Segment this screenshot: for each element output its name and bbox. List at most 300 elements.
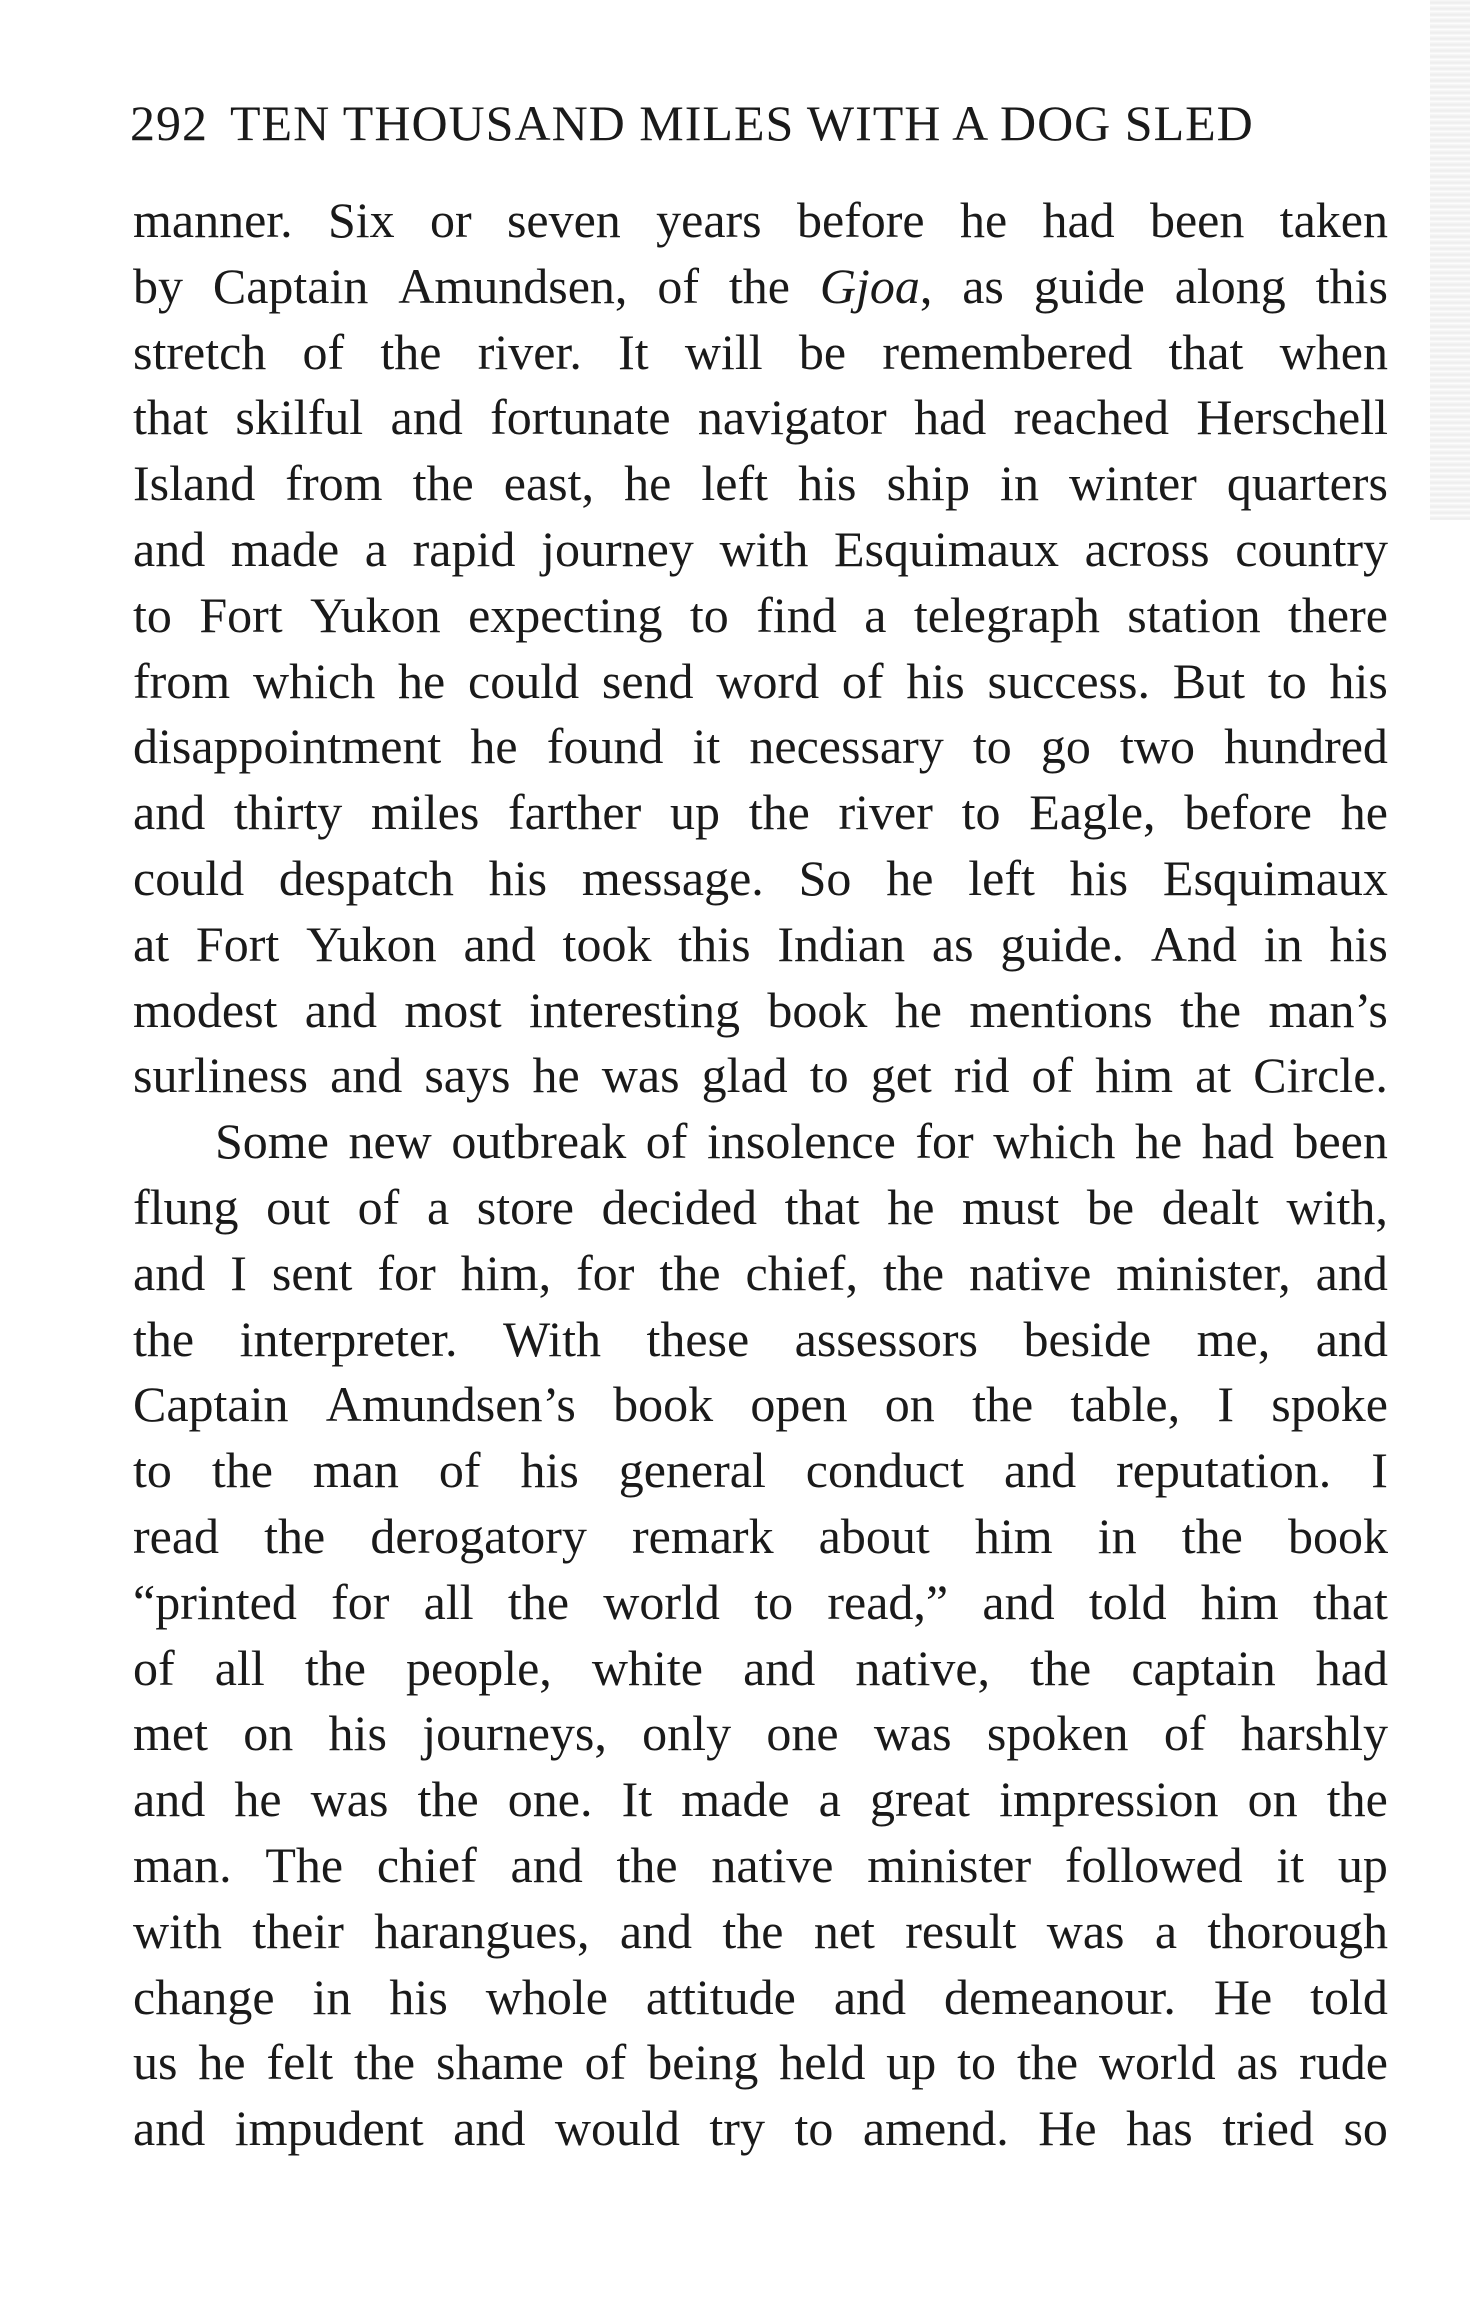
- text-line: [133, 780, 1388, 846]
- word: dealt: [1161, 1178, 1259, 1235]
- word: with: [133, 1902, 222, 1959]
- text-line: [133, 517, 1388, 583]
- word: taken: [1279, 192, 1388, 248]
- word: world: [603, 1573, 720, 1630]
- word: country: [1235, 520, 1388, 577]
- word: Some: [215, 1113, 329, 1170]
- word: river.: [477, 323, 582, 380]
- word: change: [133, 1968, 275, 2025]
- word: made: [681, 1771, 790, 1828]
- word: of: [1031, 1047, 1074, 1104]
- word: his: [1329, 652, 1388, 709]
- word: at: [1195, 1047, 1232, 1104]
- word: the: [354, 2034, 416, 2091]
- word: of: [357, 1178, 400, 1235]
- word: two: [1119, 718, 1195, 775]
- word: the: [380, 323, 442, 380]
- word: to: [689, 586, 729, 643]
- word: felt: [266, 2034, 334, 2091]
- word: minister,: [1116, 1244, 1291, 1301]
- word: of: [657, 257, 699, 314]
- word: journey: [541, 520, 694, 577]
- word: one.: [507, 1771, 593, 1828]
- text-line: [133, 1570, 1388, 1636]
- word: the: [972, 1376, 1034, 1433]
- word: remembered: [882, 323, 1133, 380]
- word: Island: [133, 455, 256, 512]
- word: must: [962, 1178, 1060, 1235]
- word: in: [1097, 1507, 1137, 1564]
- word: was: [1046, 1902, 1125, 1959]
- word: Eagle,: [1029, 784, 1156, 841]
- word: Yukon: [306, 915, 437, 972]
- word: the: [417, 1771, 479, 1828]
- word: necessary: [749, 718, 944, 775]
- word: So: [798, 849, 852, 906]
- word: up: [1337, 1836, 1388, 1893]
- word: that: [1168, 323, 1244, 380]
- word: the: [616, 1836, 678, 1893]
- word: Herschell: [1196, 389, 1388, 446]
- word: river: [838, 784, 933, 841]
- word: followed: [1064, 1836, 1243, 1893]
- word: his: [488, 849, 548, 906]
- word: has: [1126, 2100, 1193, 2157]
- word: most: [404, 981, 502, 1038]
- word: and: [833, 1968, 907, 2025]
- word: me,: [1196, 1310, 1271, 1367]
- text-line: [133, 1965, 1388, 2031]
- word: took: [562, 915, 652, 972]
- word: Captain: [133, 1376, 289, 1433]
- page-number: 292: [130, 95, 208, 151]
- word: his: [1329, 915, 1388, 972]
- word: whole: [485, 1968, 608, 2025]
- word: Circle.: [1253, 1047, 1388, 1104]
- word: success.: [987, 652, 1150, 709]
- text-line: [133, 2030, 1388, 2096]
- word: assessors: [794, 1310, 978, 1367]
- word: from: [133, 652, 231, 709]
- word: told: [1088, 1573, 1167, 1630]
- word: could: [468, 652, 580, 709]
- word: station: [1127, 586, 1261, 643]
- word: word: [716, 652, 820, 709]
- word: chief,: [745, 1244, 858, 1301]
- word: of: [841, 652, 884, 709]
- word: fortunate: [490, 389, 671, 446]
- word: Esquimaux: [1162, 849, 1388, 906]
- word: his: [1069, 849, 1129, 906]
- word: there: [1288, 586, 1388, 643]
- word: to: [1267, 652, 1307, 709]
- word: remark: [632, 1507, 774, 1564]
- word: navigator: [697, 389, 887, 446]
- word: to: [133, 586, 172, 643]
- word: he: [234, 1771, 282, 1828]
- word: for: [915, 1113, 974, 1170]
- word: native,: [855, 1639, 991, 1696]
- word: native: [969, 1244, 1092, 1301]
- word: him,: [460, 1244, 552, 1301]
- word: made: [230, 520, 340, 577]
- word: met: [133, 1705, 208, 1762]
- word: the: [1180, 981, 1242, 1038]
- word: mentions: [969, 981, 1153, 1038]
- word: had: [1315, 1639, 1388, 1696]
- word: thorough: [1207, 1902, 1388, 1959]
- word: general: [618, 1442, 766, 1499]
- word: had: [1042, 192, 1115, 248]
- word: disappointment: [133, 718, 442, 775]
- word: it: [692, 718, 721, 775]
- word: decided: [601, 1178, 758, 1235]
- word: man’s: [1268, 981, 1388, 1038]
- word: of: [584, 2034, 627, 2091]
- word: that: [784, 1178, 860, 1235]
- word: with,: [1286, 1178, 1388, 1235]
- word: of: [645, 1113, 688, 1170]
- word: left: [701, 455, 769, 512]
- word: this: [1315, 257, 1388, 314]
- word: all: [423, 1573, 474, 1630]
- word: he: [470, 718, 518, 775]
- word: these: [646, 1310, 750, 1367]
- word: man.: [133, 1836, 232, 1893]
- text-line: [133, 188, 1388, 254]
- word: with: [719, 520, 809, 577]
- word: he: [398, 652, 446, 709]
- word: years: [656, 192, 762, 248]
- word: to: [754, 1573, 794, 1630]
- word: the: [659, 1244, 721, 1301]
- word: east,: [503, 455, 595, 512]
- word: a: [864, 586, 887, 643]
- word: the: [264, 1507, 326, 1564]
- word: telegraph: [913, 586, 1100, 643]
- word: and: [510, 1836, 583, 1893]
- word: held: [779, 2034, 866, 2091]
- scan-edge-shadow: [1430, 0, 1470, 520]
- running-head: [130, 88, 1380, 158]
- word: I: [230, 1244, 247, 1301]
- word: all: [214, 1639, 265, 1696]
- word: demeanour.: [944, 1968, 1176, 2025]
- word: chief: [376, 1836, 477, 1893]
- word: the: [412, 455, 474, 512]
- word: be: [1086, 1178, 1135, 1235]
- word: guide: [1033, 257, 1145, 314]
- word: people,: [406, 1639, 552, 1696]
- word: guide.: [1000, 915, 1124, 972]
- word: attitude: [645, 1968, 796, 2025]
- word: despatch: [278, 849, 454, 906]
- word: the: [1181, 1507, 1243, 1564]
- word: to: [809, 1047, 849, 1104]
- word: he: [959, 192, 1008, 248]
- word: been: [1293, 1113, 1388, 1170]
- word: on: [884, 1376, 935, 1433]
- word: expecting: [468, 586, 663, 643]
- word: The: [265, 1836, 344, 1893]
- word: in: [312, 1968, 352, 2025]
- word: I: [1371, 1442, 1388, 1499]
- word: the: [211, 1442, 273, 1499]
- word: been: [1149, 192, 1245, 248]
- word: And: [1150, 915, 1237, 972]
- word: insolence: [707, 1113, 896, 1170]
- word: find: [756, 586, 837, 643]
- word: being: [647, 2034, 759, 2091]
- word: so: [1343, 2100, 1388, 2157]
- word: Amundsen,: [398, 257, 628, 314]
- word: native: [711, 1836, 834, 1893]
- word: of: [438, 1442, 481, 1499]
- word: a: [364, 520, 387, 577]
- text-line: [133, 1241, 1388, 1307]
- word: before: [796, 192, 925, 248]
- word: and: [1315, 1310, 1388, 1367]
- word: before: [1184, 784, 1312, 841]
- word: about: [818, 1507, 930, 1564]
- text-line: [133, 583, 1388, 649]
- word: across: [1084, 520, 1210, 577]
- word: the: [728, 257, 790, 314]
- word: told: [1310, 1968, 1388, 2025]
- word: and: [743, 1639, 816, 1696]
- word: and: [453, 2100, 526, 2157]
- word: and: [304, 981, 377, 1038]
- word: his: [906, 652, 965, 709]
- word: derogatory: [370, 1507, 587, 1564]
- word: out: [266, 1178, 331, 1235]
- word: store: [476, 1178, 574, 1235]
- word: he: [1340, 784, 1388, 841]
- word: and: [133, 520, 206, 577]
- word: by: [133, 257, 183, 314]
- word: as: [931, 915, 974, 972]
- word: read,”: [827, 1573, 949, 1630]
- word: as: [962, 257, 1004, 314]
- word: tried: [1222, 2100, 1314, 2157]
- word: book: [767, 981, 868, 1038]
- word: the: [1030, 1639, 1092, 1696]
- word: and: [463, 915, 536, 972]
- word: from: [285, 455, 383, 512]
- word: along: [1174, 257, 1286, 314]
- word: new: [348, 1113, 432, 1170]
- word: to: [961, 784, 1001, 841]
- word: to: [972, 718, 1012, 775]
- text-line: [133, 2096, 1388, 2162]
- word: But: [1172, 652, 1246, 709]
- word: Fort: [195, 915, 280, 972]
- word: his: [389, 1968, 448, 2025]
- word: interpreter.: [239, 1310, 458, 1367]
- running-title: TEN THOUSAND MILES WITH A DOG SLED: [230, 95, 1254, 151]
- word: it: [1276, 1836, 1305, 1893]
- word: he: [198, 2034, 246, 2091]
- word: the: [507, 1573, 570, 1630]
- word: go: [1040, 718, 1091, 775]
- word: and: [133, 2100, 206, 2157]
- body-text: [133, 188, 1388, 2162]
- word: will: [684, 323, 763, 380]
- word: us: [133, 2034, 178, 2091]
- word: Amundsen’s: [325, 1376, 576, 1433]
- word: modest: [133, 981, 278, 1038]
- word: book: [1287, 1507, 1388, 1564]
- word: this: [678, 915, 751, 972]
- word: be: [798, 323, 847, 380]
- word: on: [1247, 1771, 1298, 1828]
- word: he: [624, 455, 672, 512]
- word: he: [532, 1047, 580, 1104]
- word: send: [601, 652, 694, 709]
- word: him: [1095, 1047, 1173, 1104]
- word: flung: [133, 1178, 239, 1235]
- word: beside: [1023, 1310, 1152, 1367]
- word: that: [133, 389, 208, 446]
- word: was: [310, 1771, 389, 1828]
- word: book: [613, 1376, 714, 1433]
- word: the: [133, 1310, 195, 1367]
- word: Captain: [212, 257, 369, 314]
- word: the: [1326, 1771, 1388, 1828]
- word: captain: [1131, 1639, 1276, 1696]
- word: skilful: [235, 389, 364, 446]
- word: which: [253, 652, 376, 709]
- word: was: [601, 1047, 680, 1104]
- word: try: [709, 2100, 765, 2157]
- word: which: [993, 1113, 1116, 1170]
- word: the: [304, 1639, 366, 1696]
- word: and: [1315, 1244, 1388, 1301]
- word: message.: [581, 849, 764, 906]
- text-line: [133, 451, 1388, 517]
- word: their: [252, 1902, 344, 1959]
- word: impudent: [234, 2100, 424, 2157]
- word: as: [1236, 2034, 1279, 2091]
- word: impression: [999, 1771, 1219, 1828]
- word: and: [390, 389, 463, 446]
- word: seven: [506, 192, 621, 248]
- text-line: [133, 254, 1388, 320]
- text-line: [133, 912, 1388, 978]
- word: of: [133, 1639, 175, 1696]
- word: great: [870, 1771, 970, 1828]
- text-line: [133, 1438, 1388, 1504]
- word: the: [722, 1902, 784, 1959]
- word: interesting: [528, 981, 741, 1038]
- word: left: [968, 849, 1035, 906]
- word: amend.: [862, 2100, 1009, 2157]
- word: for: [331, 1573, 390, 1630]
- word: for: [377, 1244, 436, 1301]
- word: to: [133, 1442, 172, 1499]
- word: had: [914, 389, 987, 446]
- word: and: [133, 1771, 206, 1828]
- word: reached: [1013, 389, 1170, 446]
- word: stretch: [133, 323, 267, 380]
- word: Gjoa,: [819, 257, 933, 314]
- word: he: [894, 981, 942, 1038]
- word: sent: [271, 1244, 353, 1301]
- word: and: [330, 1047, 403, 1104]
- word: harangues,: [374, 1902, 590, 1959]
- word: had: [1201, 1113, 1274, 1170]
- word: says: [424, 1047, 511, 1104]
- word: and: [133, 1244, 206, 1301]
- word: or: [430, 192, 472, 248]
- text-line: [133, 714, 1388, 780]
- word: Fort: [199, 586, 283, 643]
- word: when: [1279, 323, 1388, 380]
- word: could: [133, 849, 245, 906]
- word: table,: [1070, 1376, 1181, 1433]
- word: rapid: [412, 520, 516, 577]
- word: With: [502, 1310, 601, 1367]
- text-line: [133, 1043, 1388, 1109]
- text-line: [133, 1175, 1388, 1241]
- word: him: [974, 1507, 1053, 1564]
- word: of: [302, 323, 345, 380]
- word: at: [133, 915, 170, 972]
- word: He: [1213, 1968, 1273, 2025]
- word: get: [870, 1047, 932, 1104]
- word: read: [133, 1507, 220, 1564]
- word: found: [546, 718, 664, 775]
- word: result: [905, 1902, 1017, 1959]
- word: conduct: [805, 1442, 965, 1499]
- word: for: [576, 1244, 635, 1301]
- word: only: [642, 1705, 732, 1762]
- word: spoke: [1271, 1376, 1388, 1433]
- word: world: [1098, 2034, 1216, 2091]
- text-line: [133, 385, 1388, 451]
- word: It: [618, 323, 649, 380]
- word: rude: [1299, 2034, 1388, 2091]
- word: and: [133, 784, 206, 841]
- word: outbreak: [451, 1113, 627, 1170]
- word: and: [982, 1573, 1055, 1630]
- word: a: [1154, 1902, 1178, 1959]
- word: manner.: [133, 192, 293, 248]
- word: surliness: [133, 1047, 308, 1104]
- word: open: [750, 1376, 848, 1433]
- text-line: [133, 649, 1388, 715]
- word: of: [1163, 1705, 1206, 1762]
- word: winter: [1069, 455, 1197, 512]
- word: journeys,: [422, 1705, 607, 1762]
- word: the: [1016, 2034, 1079, 2091]
- word: harshly: [1240, 1705, 1388, 1762]
- text-line: [133, 978, 1388, 1044]
- word: hundred: [1224, 718, 1388, 775]
- word: one: [766, 1705, 839, 1762]
- word: farther: [508, 784, 642, 841]
- text-line: [133, 1767, 1388, 1833]
- word: to: [794, 2100, 834, 2157]
- word: thirty: [233, 784, 343, 841]
- word: “printed: [133, 1573, 297, 1630]
- text-line: [133, 846, 1388, 912]
- text-line: [133, 1833, 1388, 1899]
- word: he: [887, 1178, 935, 1235]
- word: Six: [327, 192, 395, 248]
- text-line: [133, 1701, 1388, 1767]
- word: and: [619, 1902, 693, 1959]
